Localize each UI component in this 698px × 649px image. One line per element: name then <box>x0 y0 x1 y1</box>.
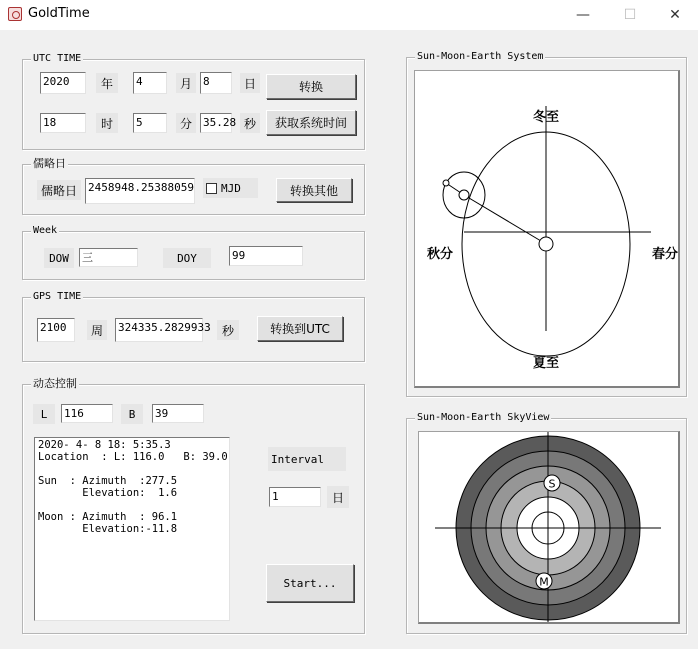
minute-label: 分 <box>176 113 196 133</box>
system-view-canvas <box>414 70 680 388</box>
log-line: Elevation: 1.6 <box>38 487 178 499</box>
start-button[interactable]: Start... <box>266 564 354 602</box>
earth-marker <box>459 190 469 200</box>
sky-view-diagram <box>419 432 678 622</box>
julian-day-input[interactable]: 2458948.25388059 <box>85 178 195 204</box>
convert-button[interactable]: 转换 <box>266 74 356 99</box>
convert-other-button[interactable]: 转换其他 <box>276 178 352 202</box>
latitude-input[interactable]: 39 <box>152 404 204 423</box>
get-system-time-button[interactable]: 获取系统时间 <box>266 110 356 135</box>
day-label: 日 <box>240 73 260 93</box>
sky-view-canvas <box>418 431 680 624</box>
to-utc-button[interactable]: 转换到UTC <box>257 316 343 341</box>
autumn-equinox-label: 秋分 <box>427 247 454 262</box>
gps-week-input[interactable]: 2100 <box>37 318 75 342</box>
dynamic-control-legend: 动态控制 <box>33 377 77 390</box>
log-line: 2020- 4- 8 18: 5:35.3 <box>38 439 171 451</box>
log-line: Moon : Azimuth : 96.1 <box>38 511 178 523</box>
spring-equinox-label: 春分 <box>652 247 679 262</box>
log-line <box>38 499 226 511</box>
moon-marker <box>443 180 449 186</box>
year-input[interactable]: 2020 <box>40 72 86 94</box>
gps-seconds-input[interactable]: 324335.2829933 <box>115 318 203 342</box>
winter-solstice-label: 冬至 <box>532 110 560 125</box>
mjd-checkbox-row[interactable] <box>203 178 258 198</box>
dow-input[interactable]: 三 <box>79 248 138 267</box>
log-line: Sun : Azimuth :277.5 <box>38 475 178 487</box>
month-input[interactable]: 4 <box>133 72 167 94</box>
sky-sun-letter: S <box>548 477 556 491</box>
maximize-button[interactable]: ☐ <box>623 7 637 23</box>
interval-unit-label: 日 <box>327 486 349 508</box>
log-line: Location : L: 116.0 B: 39.0 <box>38 451 228 463</box>
sky-view-legend: Sun-Moon-Earth SkyView <box>417 412 550 423</box>
window-title: GoldTime <box>28 6 90 21</box>
longitude-input[interactable]: 116 <box>61 404 113 423</box>
app-icon <box>8 7 22 21</box>
log-line: Elevation:-11.8 <box>38 523 178 535</box>
second-label: 秒 <box>240 113 260 133</box>
mjd-checkbox[interactable] <box>206 183 217 194</box>
month-label: 月 <box>176 73 196 93</box>
system-view-legend: Sun-Moon-Earth System <box>417 51 544 62</box>
sun-marker <box>539 237 553 251</box>
latitude-label: B <box>121 404 143 424</box>
doy-input[interactable]: 99 <box>229 246 303 266</box>
interval-input[interactable]: 1 <box>269 487 321 507</box>
summer-solstice-label: 夏至 <box>532 356 560 371</box>
gps-seconds-label: 秒 <box>217 320 239 340</box>
julian-day-label: 儒略日 <box>37 180 81 200</box>
sun-earth-line <box>464 195 546 244</box>
position-log[interactable] <box>34 437 230 621</box>
longitude-label: L <box>33 404 55 424</box>
hour-label: 时 <box>96 113 118 133</box>
sky-moon-letter: M <box>539 575 549 589</box>
doy-label: DOY <box>163 248 211 268</box>
gps-week-label: 周 <box>87 320 107 340</box>
julian-day-legend: 儒略日 <box>33 157 66 170</box>
minute-input[interactable]: 5 <box>133 113 167 133</box>
mjd-label: MJD <box>221 181 241 195</box>
system-diagram <box>415 71 678 386</box>
dow-label: DOW <box>44 248 74 268</box>
utc-time-legend: UTC TIME <box>33 53 82 64</box>
gps-time-legend: GPS TIME <box>33 291 82 302</box>
day-input[interactable]: 8 <box>200 72 232 94</box>
week-legend: Week <box>33 225 58 236</box>
close-button[interactable]: ✕ <box>669 7 681 23</box>
hour-input[interactable]: 18 <box>40 113 86 133</box>
interval-label: Interval <box>268 447 346 471</box>
year-label: 年 <box>96 73 118 93</box>
second-input[interactable]: 35.28 <box>200 113 232 133</box>
minimize-button[interactable]: — <box>576 7 590 23</box>
log-line <box>38 463 226 475</box>
